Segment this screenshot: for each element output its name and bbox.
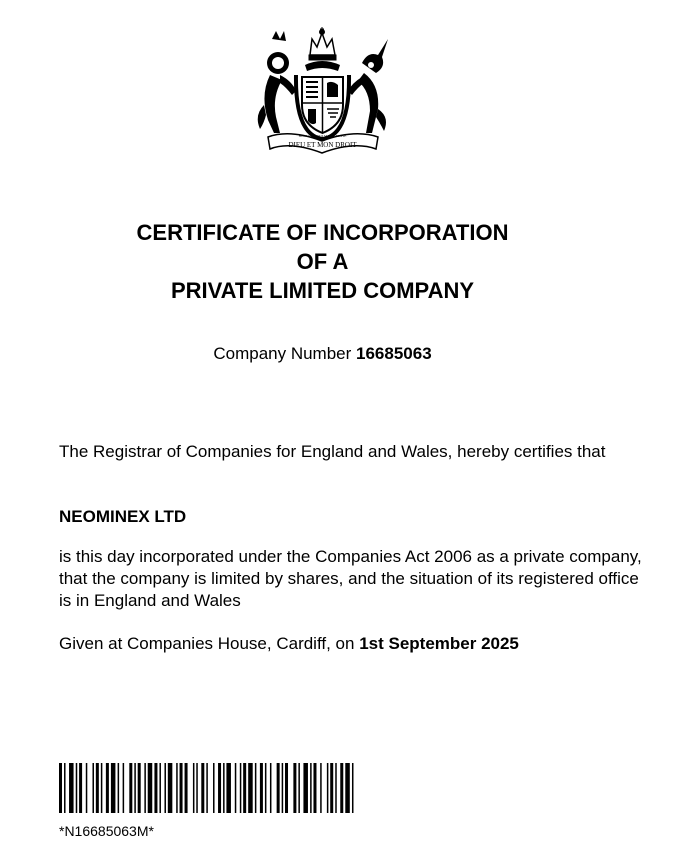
barcode-bar xyxy=(206,763,208,813)
barcode-bar xyxy=(144,763,146,813)
barcode-bar xyxy=(285,763,288,813)
barcode-bar xyxy=(138,763,141,813)
barcode-bar xyxy=(134,763,136,813)
barcode-bar xyxy=(201,763,204,813)
barcode-bar xyxy=(223,763,225,813)
title-line-2: OF A xyxy=(296,249,349,274)
given-prefix: Given at Companies House, Cardiff, on xyxy=(59,634,360,653)
barcode-bar xyxy=(270,763,272,813)
barcode-bar xyxy=(235,763,237,813)
barcode-bar xyxy=(327,763,329,813)
barcode-bar xyxy=(260,763,263,813)
barcode-bar xyxy=(96,763,99,813)
barcode-text: *N16685063M* xyxy=(59,823,154,839)
barcode-bar xyxy=(248,763,253,813)
barcode-bar xyxy=(226,763,231,813)
barcode-bar xyxy=(303,763,308,813)
barcode-bar xyxy=(340,763,343,813)
barcode-bar xyxy=(76,763,78,813)
royal-coat-of-arms xyxy=(250,25,395,155)
barcode-bar xyxy=(320,763,322,813)
barcode-bar xyxy=(106,763,109,813)
barcode xyxy=(59,763,357,813)
barcode-bar xyxy=(345,763,350,813)
barcode-bar xyxy=(180,763,183,813)
barcode-bar xyxy=(176,763,178,813)
barcode-bar xyxy=(193,763,195,813)
crown-icon xyxy=(309,27,336,60)
company-number-value: 16685063 xyxy=(356,344,432,363)
certificate-title xyxy=(0,218,645,305)
barcode-bar xyxy=(59,763,62,813)
barcode-bar xyxy=(255,763,257,813)
barcode-bar xyxy=(313,763,316,813)
barcode-bar xyxy=(240,763,242,813)
barcode-bar xyxy=(298,763,300,813)
barcode-bar xyxy=(154,763,157,813)
barcode-bar xyxy=(243,763,246,813)
shield-icon xyxy=(302,77,343,133)
barcode-bar xyxy=(164,763,166,813)
unicorn-icon xyxy=(348,39,388,133)
barcode-bar xyxy=(92,763,94,813)
barcode-bar xyxy=(159,763,161,813)
incorporation-statement: is this day incorporated under the Companies Act 2006 as a private company, that the company is limited by shares, and the situation of its registered office is in England and Wales xyxy=(59,547,642,610)
barcode-bar xyxy=(79,763,82,813)
barcode-bar xyxy=(218,763,221,813)
barcode-bar xyxy=(123,763,125,813)
barcode-bar xyxy=(86,763,88,813)
barcode-bar xyxy=(168,763,173,813)
barcode-bar xyxy=(213,763,215,813)
barcode-bar xyxy=(196,763,198,813)
registrar-certifies-text: The Registrar of Companies for England and Wales, hereby certifies that xyxy=(59,442,606,461)
barcode-bar xyxy=(64,763,66,813)
barcode-bar xyxy=(335,763,337,813)
barcode-bar xyxy=(330,763,333,813)
title-line-1: CERTIFICATE OF INCORPORATION xyxy=(136,220,509,245)
title-line-3: PRIVATE LIMITED COMPANY xyxy=(170,278,475,303)
barcode-bar xyxy=(111,763,116,813)
barcode-bar xyxy=(282,763,284,813)
garter-text: HONI SOIT QUI MAL Y PENSE xyxy=(298,134,347,138)
barcode-bar xyxy=(101,763,103,813)
lion-icon xyxy=(258,31,296,133)
barcode-bar xyxy=(118,763,120,813)
barcode-bar xyxy=(69,763,74,813)
barcode-bar xyxy=(293,763,296,813)
barcode-bar xyxy=(310,763,312,813)
barcode-bar xyxy=(185,763,188,813)
barcode-bar xyxy=(352,763,354,813)
company-number xyxy=(0,343,645,365)
barcode-bar xyxy=(129,763,132,813)
given-statement xyxy=(59,633,649,655)
barcode-bar xyxy=(277,763,280,813)
barcode-bar xyxy=(265,763,267,813)
company-name: NEOMINEX LTD xyxy=(59,507,187,526)
company-number-label: Company Number xyxy=(213,344,357,363)
incorporation-date: 1st September 2025 xyxy=(359,634,519,653)
motto-text: DIEU ET MON DROIT xyxy=(288,141,357,149)
barcode-bar xyxy=(148,763,153,813)
